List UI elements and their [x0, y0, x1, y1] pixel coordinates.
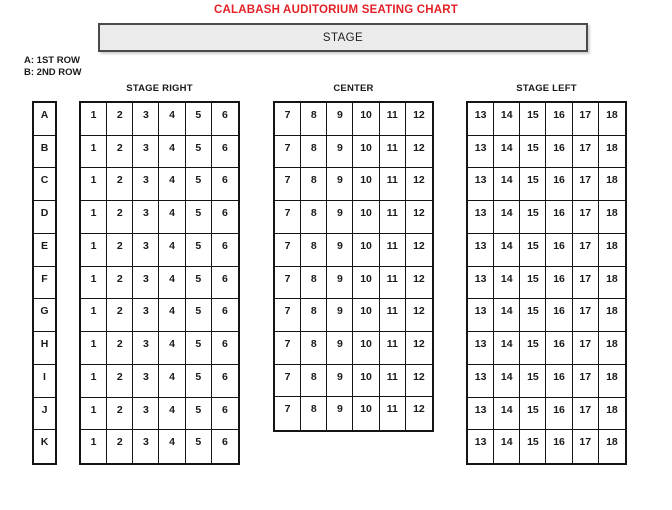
seat-c-10: 10	[353, 168, 379, 201]
seat-i-4: 4	[159, 365, 185, 398]
seat-d-17: 17	[573, 201, 599, 234]
seat-i-8: 8	[301, 365, 327, 398]
row-label-g: G	[34, 299, 55, 332]
seat-a-3: 3	[133, 103, 159, 136]
section-header-stage-right: STAGE RIGHT	[126, 83, 193, 94]
seat-a-6: 6	[212, 103, 238, 136]
section-grid-stage-right	[79, 101, 240, 465]
seat-f-6: 6	[212, 267, 238, 300]
seat-f-4: 4	[159, 267, 185, 300]
seat-g-5: 5	[186, 299, 212, 332]
section-grid-center	[273, 101, 434, 432]
seat-h-9: 9	[327, 332, 353, 365]
seat-b-4: 4	[159, 136, 185, 169]
seat-g-17: 17	[573, 299, 599, 332]
seat-a-17: 17	[573, 103, 599, 136]
seat-h-4: 4	[159, 332, 185, 365]
section-header-center: CENTER	[333, 83, 374, 94]
seat-i-3: 3	[133, 365, 159, 398]
seat-b-7: 7	[275, 136, 301, 169]
seat-j-15: 15	[520, 398, 546, 431]
row-legend	[24, 55, 82, 79]
seat-c-3: 3	[133, 168, 159, 201]
seat-i-9: 9	[327, 365, 353, 398]
seat-i-10: 10	[353, 365, 379, 398]
seat-b-2: 2	[107, 136, 133, 169]
seat-g-12: 12	[406, 299, 432, 332]
seat-d-16: 16	[546, 201, 572, 234]
seat-h-6: 6	[212, 332, 238, 365]
seat-c-18: 18	[599, 168, 625, 201]
seat-e-4: 4	[159, 234, 185, 267]
seat-c-15: 15	[520, 168, 546, 201]
seat-h-18: 18	[599, 332, 625, 365]
row-label-i: I	[34, 365, 55, 398]
seat-g-9: 9	[327, 299, 353, 332]
seat-c-4: 4	[159, 168, 185, 201]
seat-d-4: 4	[159, 201, 185, 234]
seat-f-7: 7	[275, 267, 301, 300]
seat-b-3: 3	[133, 136, 159, 169]
seat-c-5: 5	[186, 168, 212, 201]
seat-j-17: 17	[573, 398, 599, 431]
seat-c-12: 12	[406, 168, 432, 201]
seat-k-13: 13	[468, 430, 494, 463]
seat-j-16: 16	[546, 398, 572, 431]
seat-j-8: 8	[301, 397, 327, 430]
seat-b-5: 5	[186, 136, 212, 169]
seat-i-18: 18	[599, 365, 625, 398]
seat-i-15: 15	[520, 365, 546, 398]
seat-c-16: 16	[546, 168, 572, 201]
seat-b-13: 13	[468, 136, 494, 169]
seat-e-3: 3	[133, 234, 159, 267]
seat-g-16: 16	[546, 299, 572, 332]
seat-b-8: 8	[301, 136, 327, 169]
seat-d-9: 9	[327, 201, 353, 234]
seat-f-9: 9	[327, 267, 353, 300]
seat-j-18: 18	[599, 398, 625, 431]
seat-k-2: 2	[107, 430, 133, 463]
seat-a-18: 18	[599, 103, 625, 136]
seat-a-10: 10	[353, 103, 379, 136]
row-label-j: J	[34, 398, 55, 431]
seat-b-10: 10	[353, 136, 379, 169]
seat-f-11: 11	[380, 267, 406, 300]
seat-c-9: 9	[327, 168, 353, 201]
seat-e-6: 6	[212, 234, 238, 267]
seat-a-7: 7	[275, 103, 301, 136]
seat-b-11: 11	[380, 136, 406, 169]
seat-i-12: 12	[406, 365, 432, 398]
seat-i-2: 2	[107, 365, 133, 398]
seat-f-2: 2	[107, 267, 133, 300]
seat-e-8: 8	[301, 234, 327, 267]
seat-c-11: 11	[380, 168, 406, 201]
legend-line-2: B: 2ND ROW	[24, 67, 82, 78]
seat-a-5: 5	[186, 103, 212, 136]
seat-d-2: 2	[107, 201, 133, 234]
row-label-k: K	[40, 436, 49, 449]
seat-i-7: 7	[275, 365, 301, 398]
seat-g-18: 18	[599, 299, 625, 332]
seat-k-4: 4	[159, 430, 185, 463]
seat-f-17: 17	[573, 267, 599, 300]
seat-j-11: 11	[380, 397, 406, 430]
seat-e-16: 16	[546, 234, 572, 267]
seat-h-11: 11	[380, 332, 406, 365]
seat-d-13: 13	[468, 201, 494, 234]
seat-d-8: 8	[301, 201, 327, 234]
seat-a-8: 8	[301, 103, 327, 136]
seat-c-7: 7	[275, 168, 301, 201]
seat-d-5: 5	[186, 201, 212, 234]
seat-h-12: 12	[406, 332, 432, 365]
seat-f-16: 16	[546, 267, 572, 300]
seat-e-5: 5	[186, 234, 212, 267]
seat-g-13: 13	[468, 299, 494, 332]
seat-j-3: 3	[133, 398, 159, 431]
seat-h-15: 15	[520, 332, 546, 365]
seat-k-1: 1	[81, 430, 107, 463]
seat-a-9: 9	[327, 103, 353, 136]
seat-a-12: 12	[406, 103, 432, 136]
seat-e-9: 9	[327, 234, 353, 267]
seat-b-14: 14	[494, 136, 520, 169]
seat-h-1: 1	[81, 332, 107, 365]
seat-g-11: 11	[380, 299, 406, 332]
seat-b-1: 1	[81, 136, 107, 169]
seat-j-2: 2	[107, 398, 133, 431]
seat-b-6: 6	[212, 136, 238, 169]
stage-label: STAGE	[322, 31, 364, 44]
seat-j-13: 13	[468, 398, 494, 431]
seat-f-5: 5	[186, 267, 212, 300]
seat-d-18: 18	[599, 201, 625, 234]
seat-g-3: 3	[133, 299, 159, 332]
seat-g-2: 2	[107, 299, 133, 332]
seat-h-8: 8	[301, 332, 327, 365]
seat-c-1: 1	[81, 168, 107, 201]
row-label-column	[32, 101, 57, 465]
seat-j-10: 10	[353, 397, 379, 430]
seat-a-16: 16	[546, 103, 572, 136]
seat-e-2: 2	[107, 234, 133, 267]
seat-f-12: 12	[406, 267, 432, 300]
seat-f-3: 3	[133, 267, 159, 300]
seat-g-1: 1	[81, 299, 107, 332]
seat-j-5: 5	[186, 398, 212, 431]
seat-c-17: 17	[573, 168, 599, 201]
seat-c-13: 13	[468, 168, 494, 201]
seat-k-18: 18	[606, 436, 618, 449]
seat-i-1: 1	[81, 365, 107, 398]
seat-h-2: 2	[107, 332, 133, 365]
seat-f-8: 8	[301, 267, 327, 300]
seat-h-5: 5	[186, 332, 212, 365]
seat-e-7: 7	[275, 234, 301, 267]
seat-a-15: 15	[520, 103, 546, 136]
seat-c-6: 6	[212, 168, 238, 201]
seat-f-18: 18	[599, 267, 625, 300]
seat-f-14: 14	[494, 267, 520, 300]
seat-e-15: 15	[520, 234, 546, 267]
seat-b-15: 15	[520, 136, 546, 169]
seat-d-15: 15	[520, 201, 546, 234]
seat-e-17: 17	[573, 234, 599, 267]
seat-c-2: 2	[107, 168, 133, 201]
seat-h-10: 10	[353, 332, 379, 365]
seat-b-12: 12	[406, 136, 432, 169]
seat-k-15: 15	[520, 430, 546, 463]
seat-g-4: 4	[159, 299, 185, 332]
row-label-e: E	[34, 234, 55, 267]
seat-e-11: 11	[380, 234, 406, 267]
legend-line-1: A: 1ST ROW	[24, 55, 80, 66]
seat-h-14: 14	[494, 332, 520, 365]
seat-d-7: 7	[275, 201, 301, 234]
seat-i-13: 13	[468, 365, 494, 398]
seat-g-6: 6	[212, 299, 238, 332]
seat-k-17: 17	[573, 430, 599, 463]
seat-k-14: 14	[494, 430, 520, 463]
seat-e-1: 1	[81, 234, 107, 267]
seat-g-8: 8	[301, 299, 327, 332]
row-label-d: D	[34, 201, 55, 234]
seat-k-16: 16	[546, 430, 572, 463]
seat-b-16: 16	[546, 136, 572, 169]
seat-j-1: 1	[81, 398, 107, 431]
row-label-c: C	[34, 168, 55, 201]
seat-d-10: 10	[353, 201, 379, 234]
seat-i-6: 6	[212, 365, 238, 398]
seat-e-18: 18	[599, 234, 625, 267]
seat-i-11: 11	[380, 365, 406, 398]
seat-j-6: 6	[212, 398, 238, 431]
seat-h-13: 13	[468, 332, 494, 365]
seat-e-13: 13	[468, 234, 494, 267]
seat-j-7: 7	[275, 397, 301, 430]
seat-h-3: 3	[133, 332, 159, 365]
seat-e-10: 10	[353, 234, 379, 267]
seat-b-17: 17	[573, 136, 599, 169]
seat-k-5: 5	[186, 430, 212, 463]
seat-d-12: 12	[406, 201, 432, 234]
row-label-h: H	[34, 332, 55, 365]
seat-j-4: 4	[159, 398, 185, 431]
seat-e-12: 12	[406, 234, 432, 267]
seat-d-6: 6	[212, 201, 238, 234]
seat-g-10: 10	[353, 299, 379, 332]
row-label-a: A	[34, 103, 55, 136]
seat-g-7: 7	[275, 299, 301, 332]
seat-c-14: 14	[494, 168, 520, 201]
seat-a-4: 4	[159, 103, 185, 136]
seat-a-11: 11	[380, 103, 406, 136]
seat-d-1: 1	[81, 201, 107, 234]
seat-a-2: 2	[107, 103, 133, 136]
stage-box	[98, 23, 588, 52]
seat-h-7: 7	[275, 332, 301, 365]
row-label-f: F	[34, 267, 55, 300]
seat-i-5: 5	[186, 365, 212, 398]
seat-f-1: 1	[81, 267, 107, 300]
seat-i-17: 17	[573, 365, 599, 398]
seat-j-9: 9	[327, 397, 353, 430]
seat-d-14: 14	[494, 201, 520, 234]
row-label-b: B	[34, 136, 55, 169]
seat-c-8: 8	[301, 168, 327, 201]
seat-e-14: 14	[494, 234, 520, 267]
seat-a-14: 14	[494, 103, 520, 136]
seat-b-18: 18	[599, 136, 625, 169]
seat-d-11: 11	[380, 201, 406, 234]
page-title: CALABASH AUDITORIUM SEATING CHART	[213, 4, 459, 16]
seat-g-15: 15	[520, 299, 546, 332]
seat-k-3: 3	[133, 430, 159, 463]
section-header-stage-left: STAGE LEFT	[516, 83, 577, 94]
seat-g-14: 14	[494, 299, 520, 332]
seat-i-14: 14	[494, 365, 520, 398]
seat-h-16: 16	[546, 332, 572, 365]
seat-j-14: 14	[494, 398, 520, 431]
seat-a-1: 1	[81, 103, 107, 136]
section-grid-stage-left	[466, 101, 627, 465]
seat-j-12: 12	[413, 403, 425, 416]
seat-i-16: 16	[546, 365, 572, 398]
seat-h-17: 17	[573, 332, 599, 365]
seat-f-15: 15	[520, 267, 546, 300]
seat-k-6: 6	[221, 436, 228, 449]
seat-b-9: 9	[327, 136, 353, 169]
seat-f-13: 13	[468, 267, 494, 300]
seat-f-10: 10	[353, 267, 379, 300]
seat-d-3: 3	[133, 201, 159, 234]
seat-a-13: 13	[468, 103, 494, 136]
